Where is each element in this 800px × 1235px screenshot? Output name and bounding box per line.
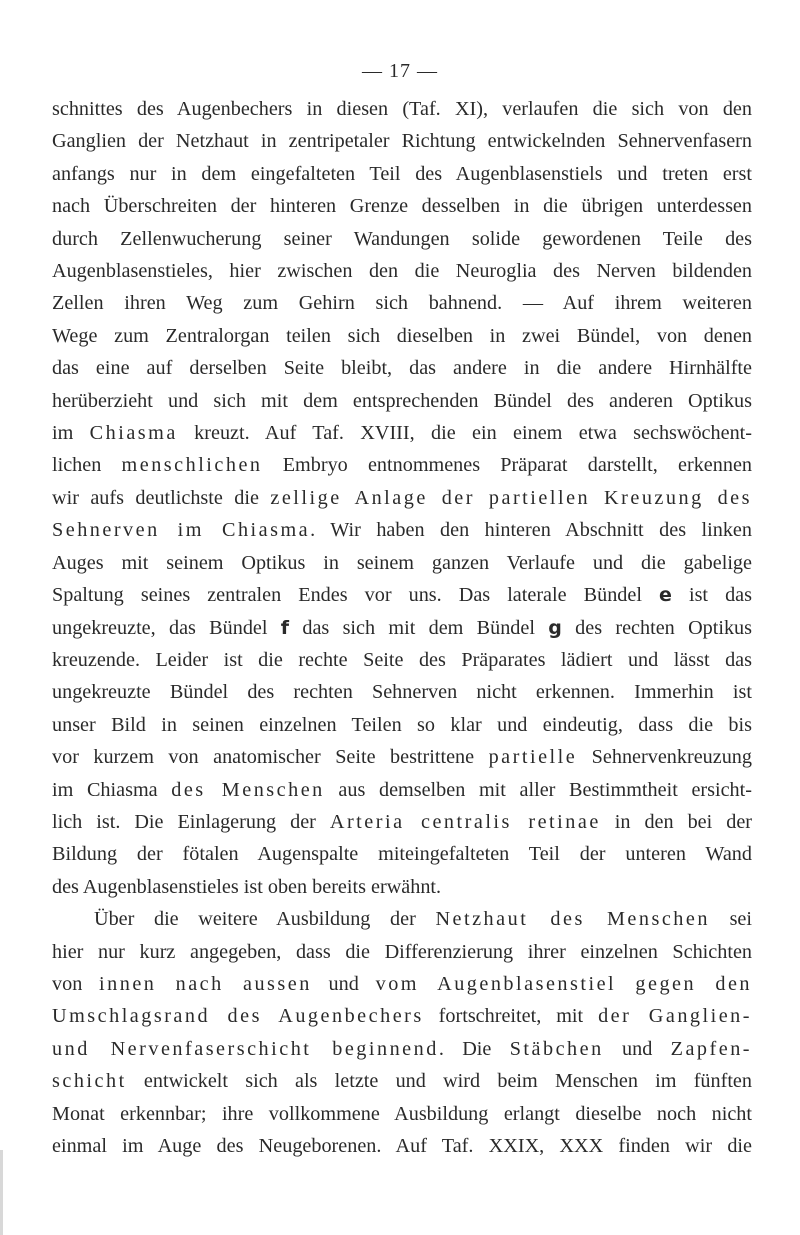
- text-segment: Auges mit seinem Optikus in seinem ganzen Verlaufe und die gabelige: [52, 551, 752, 574]
- text-segment: des rechten Optikus: [561, 616, 752, 639]
- text-segment: Ganglien der Netzhaut in zentripetaler Richtung entwickelnden Sehnervenfasern: [52, 130, 752, 153]
- text-line: [52, 320, 752, 352]
- text-segment: entwickelt sich als letzte und wird beim Menschen im fünften: [126, 1070, 752, 1093]
- text-line: [52, 385, 752, 417]
- text-line: [52, 93, 752, 125]
- text-line: [52, 612, 752, 644]
- text-segment: schnittes des Augenbechers in diesen (Taf. XI), verlaufen die sich von den: [52, 98, 752, 120]
- text-line: [52, 1033, 752, 1065]
- text-line: [52, 1130, 752, 1162]
- text-segment: sei: [709, 908, 752, 931]
- page-edge-shadow: [0, 1150, 3, 1235]
- text-segment: in den bei der: [600, 810, 752, 833]
- text-segment: lich ist. Die Einlagerung der: [52, 810, 330, 833]
- spaced-emphasis: der Ganglien-: [598, 1005, 753, 1028]
- text-line: [52, 482, 752, 514]
- text-segment: hier nur kurz angegeben, dass die Differenzierung ihrer einzelnen Schichten: [52, 940, 752, 963]
- text-segment: Sehnervenkreuzung: [577, 746, 752, 769]
- text-line: [52, 676, 752, 708]
- text-segment: aus demselben mit aller Bestimmtheit ersicht-: [324, 778, 752, 801]
- spaced-emphasis: Stäbchen: [509, 1037, 604, 1060]
- text-line: [52, 1065, 752, 1097]
- text-line: [52, 838, 752, 870]
- figure-label: g: [548, 616, 562, 639]
- text-line: [52, 514, 752, 546]
- text-line: [52, 644, 752, 676]
- text-segment: im Chiasma: [52, 778, 172, 801]
- spaced-emphasis: Sehnerven im Chiasma: [52, 519, 311, 542]
- figure-label: e: [659, 584, 672, 607]
- spaced-emphasis: und Nervenfaserschicht beginnend: [52, 1037, 439, 1060]
- figure-label: f: [280, 616, 290, 639]
- spaced-emphasis: vom Augenblasenstiel gegen den: [375, 972, 752, 995]
- text-line: [52, 968, 752, 1000]
- text-line: [52, 774, 752, 806]
- text-segment: wir aufs deutlichste die: [52, 486, 271, 509]
- text-segment: durch Zellenwucherung seiner Wandungen solide gewordenen Teile des: [52, 227, 752, 250]
- spaced-emphasis: innen nach aussen: [99, 972, 312, 995]
- body-text: [52, 93, 752, 1162]
- text-line: [52, 547, 752, 579]
- text-segment: unser Bild in seinen einzelnen Teilen so klar und eindeutig, dass die bis: [52, 713, 752, 736]
- text-segment: Über die weitere Ausbildung der: [94, 908, 436, 931]
- text-segment: kreuzt. Auf Taf. XVIII, die ein einem etwa sechswöchent-: [177, 422, 752, 445]
- spaced-emphasis: partielle: [488, 746, 578, 769]
- text-segment: nach Überschreiten der hinteren Grenze desselben in die übrigen unterdessen: [52, 195, 752, 218]
- text-line: [52, 579, 752, 611]
- text-segment: Spaltung seines zentralen Endes vor uns. Das laterale Bündel: [52, 584, 660, 607]
- spaced-emphasis: Zapfen-: [670, 1037, 753, 1060]
- text-line: [52, 1098, 752, 1130]
- spaced-emphasis: Umschlagsrand des Augenbechers: [52, 1005, 424, 1028]
- text-segment: anfangs nur in dem eingefalteten Teil des Augenblasenstiels und treten erst: [52, 162, 752, 185]
- text-segment: herüberzieht und sich mit dem entsprechenden Bündel des anderen Optikus: [52, 389, 752, 412]
- text-segment: von: [52, 972, 100, 995]
- text-segment: Wege zum Zentralorgan teilen sich dieselben in zwei Bündel, von denen: [52, 324, 752, 347]
- text-segment: Augenblasenstieles, hier zwischen den die Neuroglia des Nerven bildenden: [52, 260, 752, 283]
- text-segment: und: [311, 972, 376, 995]
- spaced-emphasis: Chiasma: [89, 422, 178, 445]
- text-segment: einmal im Auge des Neugeborenen. Auf Taf. XXIX, XXX finden wir die: [52, 1135, 752, 1157]
- text-line: [52, 903, 752, 935]
- text-line: [52, 936, 752, 968]
- spaced-emphasis: schicht: [52, 1070, 127, 1093]
- spaced-emphasis: des Menschen: [171, 778, 325, 801]
- text-segment: Zellen ihren Weg zum Gehirn sich bahnend. — Auf ihrem weiteren: [52, 292, 752, 315]
- spaced-emphasis: menschlichen: [121, 454, 263, 477]
- text-segment: das eine auf derselben Seite bleibt, das andere in die andere Hirnhälfte: [52, 357, 752, 380]
- text-line: [52, 709, 752, 741]
- text-segment: fortschreitet, mit: [423, 1005, 599, 1028]
- text-line: [52, 287, 752, 319]
- text-segment: ungekreuzte Bündel des rechten Sehnerven nicht erkennen. Immerhin ist: [52, 681, 752, 704]
- spaced-emphasis: zellige Anlage der partiellen Kreuzung des: [270, 486, 752, 509]
- text-line: [52, 190, 752, 222]
- text-line: [52, 158, 752, 190]
- text-line: [52, 449, 752, 481]
- text-segment: im: [52, 422, 90, 445]
- text-line: [52, 1000, 752, 1032]
- text-segment: das sich mit dem Bündel: [289, 616, 549, 639]
- page-number: — 17 —: [362, 60, 438, 82]
- text-segment: . Wir haben den hinteren Abschnitt des linken: [310, 519, 752, 542]
- text-segment: lichen: [52, 454, 122, 477]
- text-segment: und: [603, 1037, 671, 1060]
- text-segment: vor kurzem von anatomischer Seite bestrittene: [52, 746, 489, 769]
- text-segment: . Die: [438, 1037, 510, 1060]
- spaced-emphasis: Netzhaut des Menschen: [435, 908, 710, 931]
- text-segment: Bildung der fötalen Augenspalte miteingefalteten Teil der unteren Wand: [52, 843, 752, 866]
- text-segment: ist das: [671, 584, 752, 607]
- text-segment: Embryo entnommenes Präparat darstellt, erkennen: [262, 454, 752, 477]
- text-line: [52, 417, 752, 449]
- text-line: [52, 352, 752, 384]
- text-line: [52, 125, 752, 157]
- text-segment: ungekreuzte, das Bündel: [52, 616, 281, 639]
- spaced-emphasis: Arteria centralis retinae: [329, 810, 601, 833]
- text-segment: des Augenblasenstieles ist oben bereits erwähnt.: [52, 875, 442, 898]
- text-line: [52, 806, 752, 838]
- text-line: [52, 255, 752, 287]
- text-segment: kreuzende. Leider ist die rechte Seite des Präparates lädiert und lässt das: [52, 648, 752, 671]
- text-segment: Monat erkennbar; ihre vollkommene Ausbildung erlangt dieselbe noch nicht: [52, 1102, 752, 1125]
- text-line: [52, 741, 752, 773]
- text-line: [52, 871, 752, 903]
- text-line: [52, 223, 752, 255]
